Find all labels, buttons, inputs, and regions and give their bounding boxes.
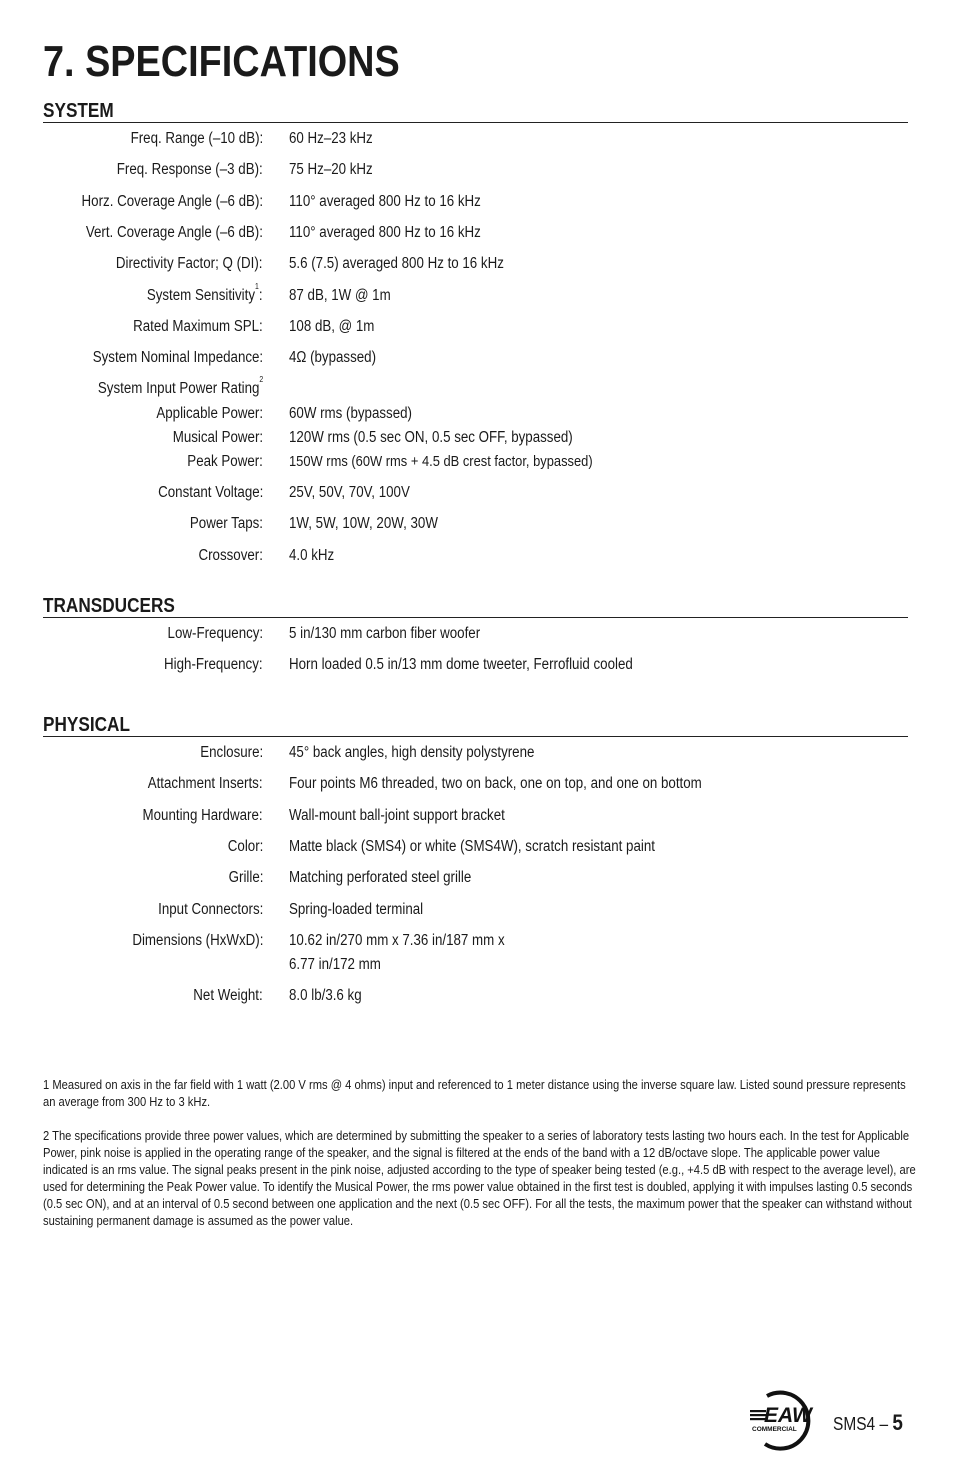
spec-value: Matte black (SMS4) or white (SMS4W), scratch resistant paint bbox=[289, 838, 655, 855]
spec-value: 8.0 lb/3.6 kg bbox=[289, 987, 362, 1004]
section-physical bbox=[43, 712, 908, 1004]
page-footer bbox=[745, 1388, 915, 1452]
spec-value: 4.0 kHz bbox=[289, 547, 335, 564]
spec-label: Low-Frequency: bbox=[167, 625, 263, 642]
section-transducers bbox=[43, 593, 908, 673]
spec-label: Horz. Coverage Angle (–6 dB): bbox=[81, 193, 263, 210]
spec-value: 1W, 5W, 10W, 20W, 30W bbox=[289, 515, 438, 532]
spec-label: Freq. Range (–10 dB): bbox=[130, 130, 263, 147]
spec-value: 110° averaged 800 Hz to 16 kHz bbox=[289, 193, 481, 210]
section-system bbox=[43, 98, 908, 564]
spec-value: Four points M6 threaded, two on back, one on top, and one on bottom bbox=[289, 775, 702, 792]
spec-value: 4Ω (bypassed) bbox=[289, 349, 377, 366]
eaw-logo-wordmark bbox=[750, 1404, 814, 1433]
section-heading-system: SYSTEM bbox=[43, 100, 114, 122]
spec-value: 150W rms (60W rms + 4.5 dB crest factor, bypassed) bbox=[289, 453, 593, 470]
spec-value: 6.77 in/172 mm bbox=[289, 956, 381, 973]
footer-model: SMS4 – bbox=[833, 1414, 889, 1434]
spec-value: Wall-mount ball-joint support bracket bbox=[289, 807, 505, 824]
footnote-1: 1 Measured on axis in the far field with 1 watt (2.00 V rms @ 4 ohms) input and referenced to 1 meter distance using the inverse square law. Listed sound pressure represents an average from 300 Hz to 3 kHz. bbox=[43, 1077, 906, 1109]
spec-label: Musical Power: bbox=[172, 429, 263, 446]
spec-value: 75 Hz–20 kHz bbox=[289, 161, 373, 178]
footnote-ref: 1 bbox=[255, 282, 260, 291]
spec-label: Color: bbox=[227, 838, 263, 855]
spec-value: 110° averaged 800 Hz to 16 kHz bbox=[289, 224, 481, 241]
spec-value: 10.62 in/270 mm x 7.36 in/187 mm x bbox=[289, 932, 505, 949]
spec-label: Constant Voltage: bbox=[157, 484, 263, 501]
section-heading-transducers: TRANSDUCERS bbox=[43, 595, 175, 617]
spec-label: Vert. Coverage Angle (–6 dB): bbox=[85, 224, 263, 241]
footer-page-label bbox=[833, 1410, 914, 1436]
spec-label: Peak Power: bbox=[187, 453, 263, 470]
footnote-ref: 2 bbox=[259, 375, 263, 384]
section-heading-physical: PHYSICAL bbox=[43, 714, 130, 736]
spec-label: System Sensitivity$^1$: bbox=[147, 282, 263, 304]
spec-value: Spring-loaded terminal bbox=[289, 901, 424, 918]
section-header bbox=[43, 98, 908, 123]
spec-label: System Nominal Impedance: bbox=[92, 349, 263, 366]
spec-value: 60 Hz–23 kHz bbox=[289, 130, 373, 147]
page-number: 5 bbox=[892, 1410, 903, 1435]
section-header bbox=[43, 712, 908, 737]
spec-label: Directivity Factor; Q (DI): bbox=[116, 255, 263, 272]
spec-label: Rated Maximum SPL: bbox=[133, 318, 263, 335]
spec-label: Power Taps: bbox=[189, 515, 263, 532]
logo-subtext: COMMERCIAL bbox=[752, 1426, 797, 1433]
spec-label: Attachment Inserts: bbox=[148, 775, 263, 792]
logo-text: EAW bbox=[764, 1404, 812, 1427]
spec-value: Matching perforated steel grille bbox=[289, 869, 472, 886]
spec-label: Input Connectors: bbox=[157, 901, 263, 918]
spec-label: Crossover: bbox=[198, 547, 263, 564]
spec-label: High-Frequency: bbox=[164, 656, 263, 673]
spec-value: Horn loaded 0.5 in/13 mm dome tweeter, Ferrofluid cooled bbox=[289, 656, 633, 673]
spec-value: 5.6 (7.5) averaged 800 Hz to 16 kHz bbox=[289, 255, 504, 272]
spec-value: 5 in/130 mm carbon fiber woofer bbox=[289, 625, 481, 642]
spec-label: Freq. Response (–3 dB): bbox=[117, 161, 263, 178]
spec-label: Applicable Power: bbox=[156, 405, 263, 422]
spec-label: System Input Power Rating$^2$ bbox=[97, 375, 263, 397]
spec-value: 60W rms (bypassed) bbox=[289, 405, 412, 422]
spec-label: Net Weight: bbox=[193, 987, 263, 1004]
page-title: 7. SPECIFICATIONS bbox=[43, 37, 400, 86]
section-header bbox=[43, 593, 908, 618]
spec-value: 25V, 50V, 70V, 100V bbox=[289, 484, 410, 501]
eaw-logo bbox=[745, 1388, 827, 1452]
spec-value: 108 dB, @ 1m bbox=[289, 318, 375, 335]
spec-label: Dimensions (HxWxD): bbox=[131, 932, 263, 949]
spec-label: Enclosure: bbox=[200, 744, 263, 761]
spec-value: 87 dB, 1W @ 1m bbox=[289, 287, 391, 304]
spec-label: Mounting Hardware: bbox=[142, 807, 263, 824]
footnotes bbox=[43, 1076, 954, 1246]
footnote-2: 2 The specifications provide three power values, which are determined by submitting the speaker to a series of laboratory tests lasting two hours each. In the test for Applicable Power, pink noise is applied in the operating range of the speaker, and the signal is filtered at the ends of the band with a 12 dB/octave slope. The applicable power value indicated is an rms value. The signal peaks present in the pink noise, adjusted according to the type of speaker being tested (e.g., +4.5 dB with respect to the average level), are used for determining the Peak Power value. To identify the Musical Power, the rms power value obtained in the first test is doubled, applying it with impulses lasting 0.5 seconds (0.5 sec ON), and at an interval of 0.5 second between one application and the next (0.5 sec OFF). For all the tests, the maximum power that the speaker can withstand without sustaining permanent damage is assumed as the power value. bbox=[43, 1128, 916, 1228]
spec-value: 120W rms (0.5 sec ON, 0.5 sec OFF, bypassed) bbox=[289, 429, 573, 446]
spec-label: Grille: bbox=[228, 869, 263, 886]
spec-value: 45° back angles, high density polystyrene bbox=[289, 744, 535, 761]
